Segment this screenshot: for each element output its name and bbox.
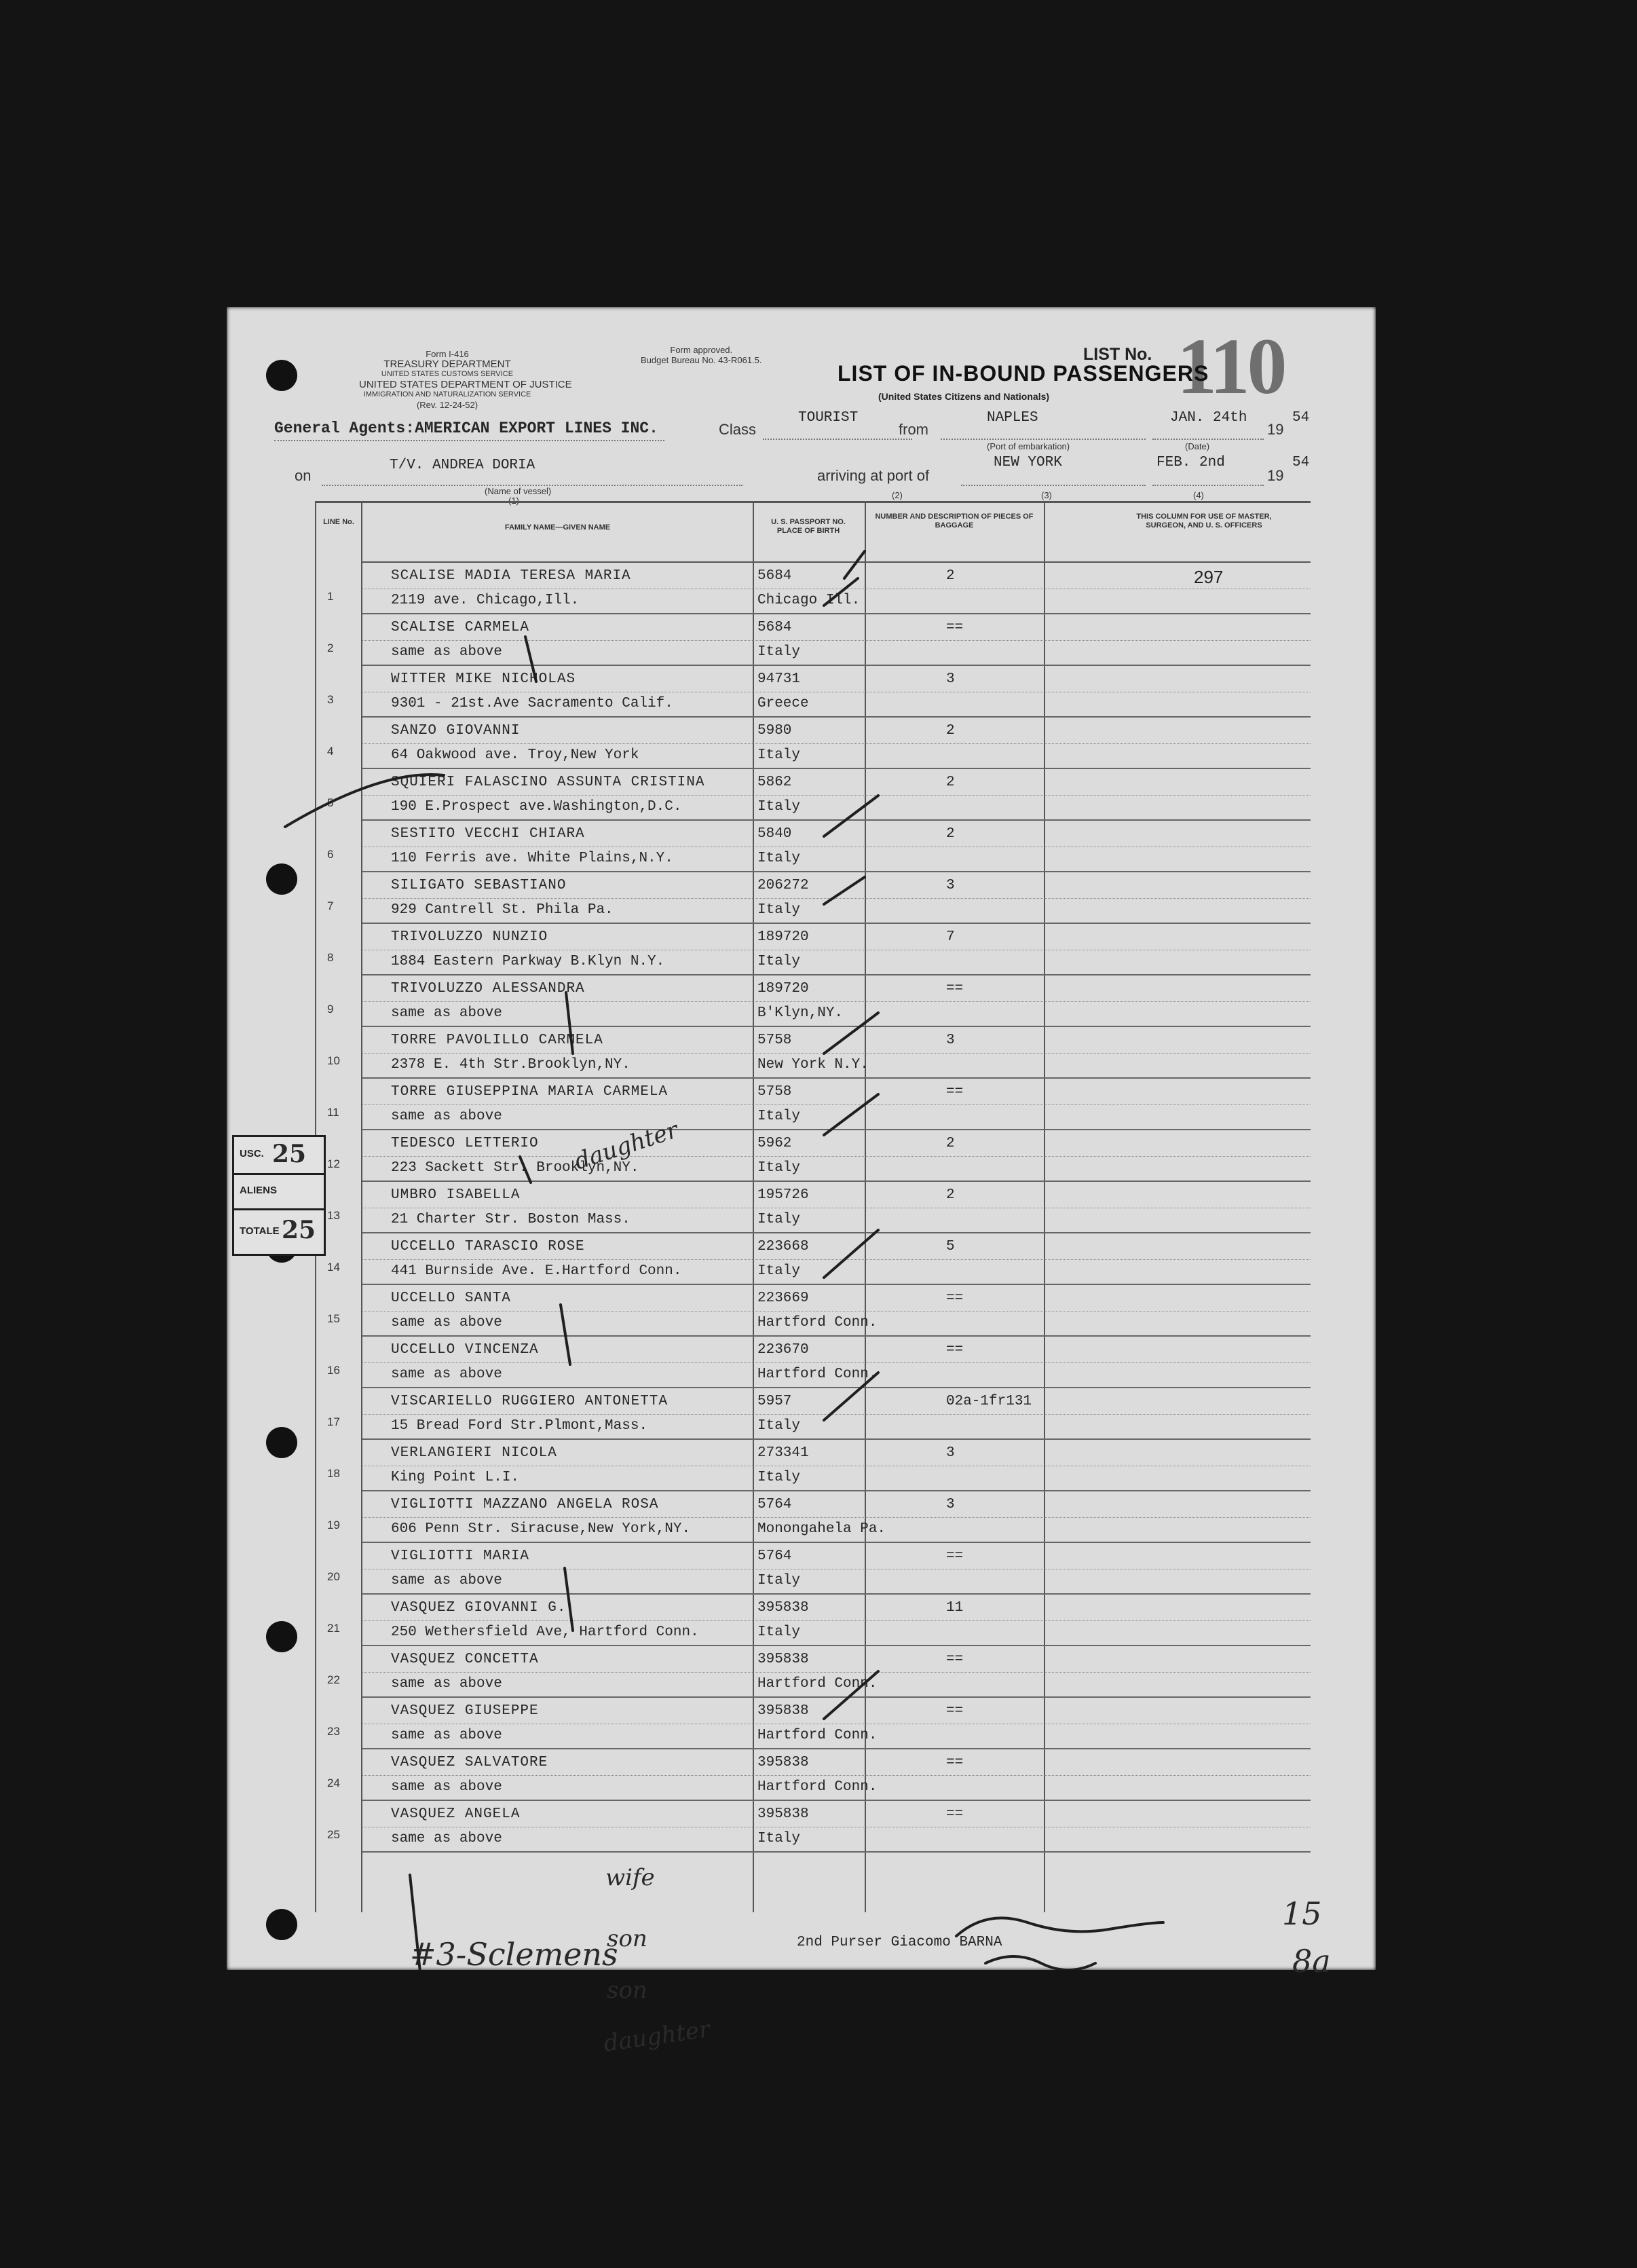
passport-number: 395838 (757, 1600, 809, 1616)
place-of-birth: Greece (757, 696, 809, 711)
baggage-count: 2 (946, 1187, 955, 1203)
passenger-name: TRIVOLUZZO NUNZIO (391, 929, 548, 945)
passenger-address: 250 Wethersfield Ave, Hartford Conn. (391, 1624, 699, 1640)
form-number: Form I-416 (426, 349, 469, 359)
place-of-birth: Italy (757, 1624, 801, 1640)
passport-number: 5764 (757, 1497, 792, 1512)
signature-officer (956, 1918, 1163, 1936)
class-value: TOURIST (798, 410, 859, 426)
passenger-address: same as above (391, 1831, 502, 1846)
passenger-name: UCCELLO SANTA (391, 1290, 511, 1306)
annotation-daughter-25: daughter (601, 2015, 712, 2058)
bracket-mark (565, 1568, 573, 1631)
baggage-count: 3 (946, 1497, 955, 1512)
passport-number: 5758 (757, 1033, 792, 1048)
officer-remark: 297 (1194, 567, 1224, 587)
passenger-name: VASQUEZ GIOVANNI G. (391, 1600, 567, 1616)
passenger-name: VASQUEZ CONCETTA (391, 1652, 539, 1667)
line-number: 1 (327, 590, 334, 603)
baggage-count: == (946, 620, 964, 635)
total-value: 25 (282, 1216, 316, 1244)
passenger-address: 190 E.Prospect ave.Washington,D.C. (391, 799, 682, 815)
passport-number: 195726 (757, 1187, 809, 1203)
passenger-address: 929 Cantrell St. Phila Pa. (391, 902, 614, 918)
line-number: 8 (327, 951, 334, 964)
place-of-birth: Hartford Conn. (757, 1779, 878, 1795)
passenger-name: VERLANGIERI NICOLA (391, 1445, 557, 1461)
passenger-name: SILIGATO SEBASTIANO (391, 878, 567, 893)
passenger-address: same as above (391, 1728, 502, 1743)
passenger-name: UCCELLO TARASCIO ROSE (391, 1239, 585, 1254)
baggage-count: == (946, 1084, 964, 1100)
annotation-wife: wife (605, 1864, 655, 1891)
passenger-name: WITTER MIKE NICHOLAS (391, 671, 576, 687)
line-number: 5 (327, 796, 334, 809)
passenger-name: TRIVOLUZZO ALESSANDRA (391, 981, 585, 997)
passport-number: 223670 (757, 1342, 809, 1358)
baggage-count: 2 (946, 1136, 955, 1151)
place-of-birth: Italy (757, 644, 801, 660)
on-label: on (295, 467, 312, 484)
line-number: 21 (327, 1622, 340, 1635)
embarkation-port: NAPLES (987, 410, 1038, 426)
arrival-date: FEB. 2nd (1156, 455, 1225, 470)
passenger-name: VASQUEZ GIUSEPPE (391, 1703, 539, 1719)
passport-number: 5862 (757, 775, 792, 790)
line-number: 11 (327, 1106, 339, 1119)
line-number: 6 (327, 848, 334, 861)
passenger-address: 2378 E. 4th Str.Brooklyn,NY. (391, 1057, 631, 1073)
line-number: 16 (327, 1364, 340, 1377)
caption-2: (2) (892, 490, 903, 500)
passenger-name: VIGLIOTTI MARIA (391, 1548, 530, 1564)
passport-number: 5957 (757, 1394, 792, 1409)
passenger-address: 223 Sackett Str. Brooklyn,NY. (391, 1160, 639, 1176)
baggage-count: == (946, 1290, 964, 1306)
line-number: 20 (327, 1570, 340, 1583)
caption-4: (4) (1193, 490, 1204, 500)
passenger-address: 64 Oakwood ave. Troy,New York (391, 747, 639, 763)
passport-number: 5684 (757, 620, 792, 635)
passenger-name: UMBRO ISABELLA (391, 1187, 521, 1203)
passenger-name: SANZO GIOVANNI (391, 723, 521, 739)
bracket-mark (520, 1157, 531, 1183)
baggage-count: 2 (946, 826, 955, 842)
place-of-birth: Italy (757, 1109, 801, 1124)
passenger-name: TORRE GIUSEPPINA MARIA CARMELA (391, 1084, 669, 1100)
passport-number: 395838 (757, 1703, 809, 1719)
passenger-name: UCCELLO VINCENZA (391, 1342, 539, 1358)
line-number: 9 (327, 1003, 334, 1016)
passport-number: 94731 (757, 671, 801, 687)
baggage-count: 11 (946, 1600, 964, 1616)
line-number: 4 (327, 745, 334, 758)
col-header-line: LINE No. (323, 518, 354, 526)
passport-number: 5764 (757, 1548, 792, 1564)
place-of-birth: Italy (757, 1160, 801, 1176)
passenger-name: VIGLIOTTI MAZZANO ANGELA ROSA (391, 1497, 659, 1512)
passenger-name: SQUIERI FALASCINO ASSUNTA CRISTINA (391, 775, 705, 790)
date-caption: (Date) (1185, 441, 1210, 451)
treasury-label: TREASURY DEPARTMENT (383, 358, 511, 370)
passenger-address: 606 Penn Str. Siracuse,New York,NY. (391, 1521, 691, 1537)
place-of-birth: Italy (757, 902, 801, 918)
place-of-birth: Chicago Ill. (757, 593, 861, 608)
footer-handwritten-15: 15 (1282, 1895, 1322, 1932)
baggage-count: == (946, 1806, 964, 1822)
baggage-count: == (946, 1342, 964, 1358)
pen-marks (227, 307, 1376, 1970)
col-header-passport: U. S. PASSPORT NO. PLACE OF BIRTH (771, 518, 846, 535)
baggage-count: == (946, 1703, 964, 1719)
col-header-baggage: NUMBER AND DESCRIPTION OF PIECES OF BAGGAGE (875, 513, 1034, 529)
annotation-son-24: son (607, 1977, 647, 2004)
line-number: 10 (327, 1054, 340, 1067)
bracket-mark (525, 637, 536, 682)
footer-handwritten-8a: 8a (1292, 1943, 1331, 1979)
baggage-count: 3 (946, 1033, 955, 1048)
baggage-count: 3 (946, 1445, 955, 1461)
line-number: 22 (327, 1673, 340, 1686)
usc-value: 25 (272, 1140, 307, 1168)
embark-year: 54 (1292, 410, 1310, 426)
manifest-sheet (227, 307, 1376, 2058)
passport-number: 206272 (757, 878, 809, 893)
place-of-birth: Italy (757, 1418, 801, 1434)
passenger-address: same as above (391, 1676, 502, 1692)
form-subtitle: (United States Citizens and Nationals) (878, 391, 1050, 402)
baggage-count: 02a-1fr131 (946, 1394, 1032, 1409)
arrival-port: NEW YORK (994, 455, 1062, 470)
passenger-name: VISCARIELLO RUGGIERO ANTONETTA (391, 1394, 669, 1409)
arriving-label: arriving at port of (817, 467, 930, 484)
line-number: 7 (327, 899, 334, 912)
ins-label: IMMIGRATION AND NATURALIZATION SERVICE (363, 390, 531, 398)
baggage-count: == (946, 1652, 964, 1667)
passenger-address: same as above (391, 1005, 502, 1021)
passenger-address: same as above (391, 644, 502, 660)
caption-1: (1) (508, 496, 519, 506)
aliens-label: ALIENS (240, 1185, 278, 1196)
list-number: 110 (1177, 322, 1285, 411)
vessel-name: T/V. ANDREA DORIA (390, 458, 535, 473)
passenger-name: SCALISE MADIA TERESA MARIA (391, 568, 631, 584)
line-number: 2 (327, 642, 334, 654)
passenger-address: same as above (391, 1779, 502, 1795)
baggage-count: 3 (946, 671, 955, 687)
vessel-caption: (Name of vessel) (485, 486, 552, 496)
passenger-name: SESTITO VECCHI CHIARA (391, 826, 585, 842)
embark-date: JAN. 24th (1170, 410, 1247, 426)
passenger-name: VASQUEZ ANGELA (391, 1806, 521, 1822)
line-number: 25 (327, 1828, 340, 1841)
line-number: 3 (327, 693, 334, 706)
baggage-count: 3 (946, 878, 955, 893)
passport-number: 223669 (757, 1290, 809, 1306)
baggage-count: 7 (946, 929, 955, 945)
line-number: 13 (327, 1209, 340, 1222)
budget-label: Budget Bureau No. 43-R061.5. (641, 355, 762, 365)
place-of-birth: Monongahela Pa. (757, 1521, 886, 1537)
revision-label: (Rev. 12-24-52) (416, 400, 478, 410)
signature-officer (985, 1956, 1095, 1970)
line-number: 15 (327, 1312, 340, 1325)
passport-number: 189720 (757, 929, 809, 945)
passenger-address: 15 Bread Ford Str.Plmont,Mass. (391, 1418, 648, 1434)
caption-3: (3) (1041, 490, 1052, 500)
passport-number: 273341 (757, 1445, 809, 1461)
general-agents: General Agents:AMERICAN EXPORT LINES INC. (274, 420, 658, 437)
line-number: 17 (327, 1415, 340, 1428)
passport-number: 395838 (757, 1755, 809, 1770)
usc-label: USC. (240, 1148, 264, 1159)
approved-label: Form approved. (670, 345, 733, 355)
line-number: 23 (327, 1725, 340, 1738)
baggage-count: 2 (946, 568, 955, 584)
passenger-address: 21 Charter Str. Boston Mass. (391, 1212, 631, 1227)
footer-handwritten-left: #3-Sclemens (410, 1936, 618, 1973)
passport-number: 5758 (757, 1084, 792, 1100)
passenger-address: 1884 Eastern Parkway B.Klyn N.Y. (391, 954, 665, 969)
justice-label: UNITED STATES DEPARTMENT OF JUSTICE (359, 379, 572, 390)
passenger-address: King Point L.I. (391, 1470, 520, 1485)
baggage-count: == (946, 1548, 964, 1564)
bracket-mark (410, 1875, 425, 1970)
arrival-year: 54 (1292, 455, 1310, 470)
passport-number: 5980 (757, 723, 792, 739)
passenger-address: 110 Ferris ave. White Plains,N.Y. (391, 851, 673, 866)
place-of-birth: Hartford Conn. (757, 1367, 878, 1382)
line-number: 24 (327, 1777, 340, 1789)
place-of-birth: Italy (757, 851, 801, 866)
place-of-birth: Italy (757, 1212, 801, 1227)
passport-number: 5684 (757, 568, 792, 584)
line-number: 18 (327, 1467, 340, 1480)
passenger-address: same as above (391, 1315, 502, 1331)
baggage-count: 5 (946, 1239, 955, 1254)
place-of-birth: Hartford Conn. (757, 1728, 878, 1743)
baggage-count: 2 (946, 723, 955, 739)
baggage-count: == (946, 981, 964, 997)
place-of-birth: B'Klyn,NY. (757, 1005, 844, 1021)
purser-signature: 2nd Purser Giacomo BARNA (797, 1935, 1002, 1950)
place-of-birth: Italy (757, 954, 801, 969)
line-number: 12 (327, 1157, 340, 1170)
baggage-count: == (946, 1755, 964, 1770)
arrival-year-prefix: 19 (1267, 467, 1284, 484)
passenger-name: SCALISE CARMELA (391, 620, 530, 635)
year-prefix: 19 (1267, 421, 1284, 438)
form-title: LIST OF IN-BOUND PASSENGERS (838, 361, 1209, 386)
strike-mark (285, 775, 444, 827)
place-of-birth: Italy (757, 747, 801, 763)
place-of-birth: Hartford Conn. (757, 1676, 878, 1692)
passenger-address: 441 Burnside Ave. E.Hartford Conn. (391, 1263, 682, 1279)
line-number: 19 (327, 1519, 340, 1531)
from-label: from (899, 421, 928, 438)
place-of-birth: New York N.Y. (757, 1057, 869, 1073)
place-of-birth: Italy (757, 1263, 801, 1279)
passport-number: 5962 (757, 1136, 792, 1151)
passenger-address: same as above (391, 1367, 502, 1382)
passenger-name: VASQUEZ SALVATORE (391, 1755, 548, 1770)
bracket-mark (561, 1305, 570, 1364)
customs-label: UNITED STATES CUSTOMS SERVICE (381, 370, 514, 378)
place-of-birth: Italy (757, 799, 801, 815)
annotation-daughter-row11: daughter (571, 1116, 681, 1176)
passport-number: 395838 (757, 1806, 809, 1822)
class-label: Class (719, 421, 757, 438)
annotation-son-23: son (607, 1925, 647, 1952)
total-label: TOTALE (240, 1225, 280, 1237)
passport-number: 223668 (757, 1239, 809, 1254)
place-of-birth: Italy (757, 1470, 801, 1485)
bracket-mark (566, 992, 573, 1054)
passenger-name: TORRE PAVOLILLO CARMELA (391, 1033, 603, 1048)
list-number-label: LIST No. (1083, 345, 1152, 364)
passenger-address: 9301 - 21st.Ave Sacramento Calif. (391, 696, 673, 711)
place-of-birth: Hartford Conn. (757, 1315, 878, 1331)
embark-caption: (Port of embarkation) (987, 441, 1070, 451)
passenger-name: TEDESCO LETTERIO (391, 1136, 539, 1151)
place-of-birth: Italy (757, 1573, 801, 1588)
col-header-name: FAMILY NAME—GIVEN NAME (504, 523, 611, 532)
passenger-address: same as above (391, 1109, 502, 1124)
passenger-address: 2119 ave. Chicago,Ill. (391, 593, 580, 608)
passport-number: 5840 (757, 826, 792, 842)
place-of-birth: Italy (757, 1831, 801, 1846)
passenger-address: same as above (391, 1573, 502, 1588)
passport-number: 395838 (757, 1652, 809, 1667)
line-number: 14 (327, 1261, 340, 1274)
baggage-count: 2 (946, 775, 955, 790)
col-header-officers: THIS COLUMN FOR USE OF MASTER, SURGEON, AND U. S. OFFICERS (1136, 513, 1272, 529)
passport-number: 189720 (757, 981, 809, 997)
